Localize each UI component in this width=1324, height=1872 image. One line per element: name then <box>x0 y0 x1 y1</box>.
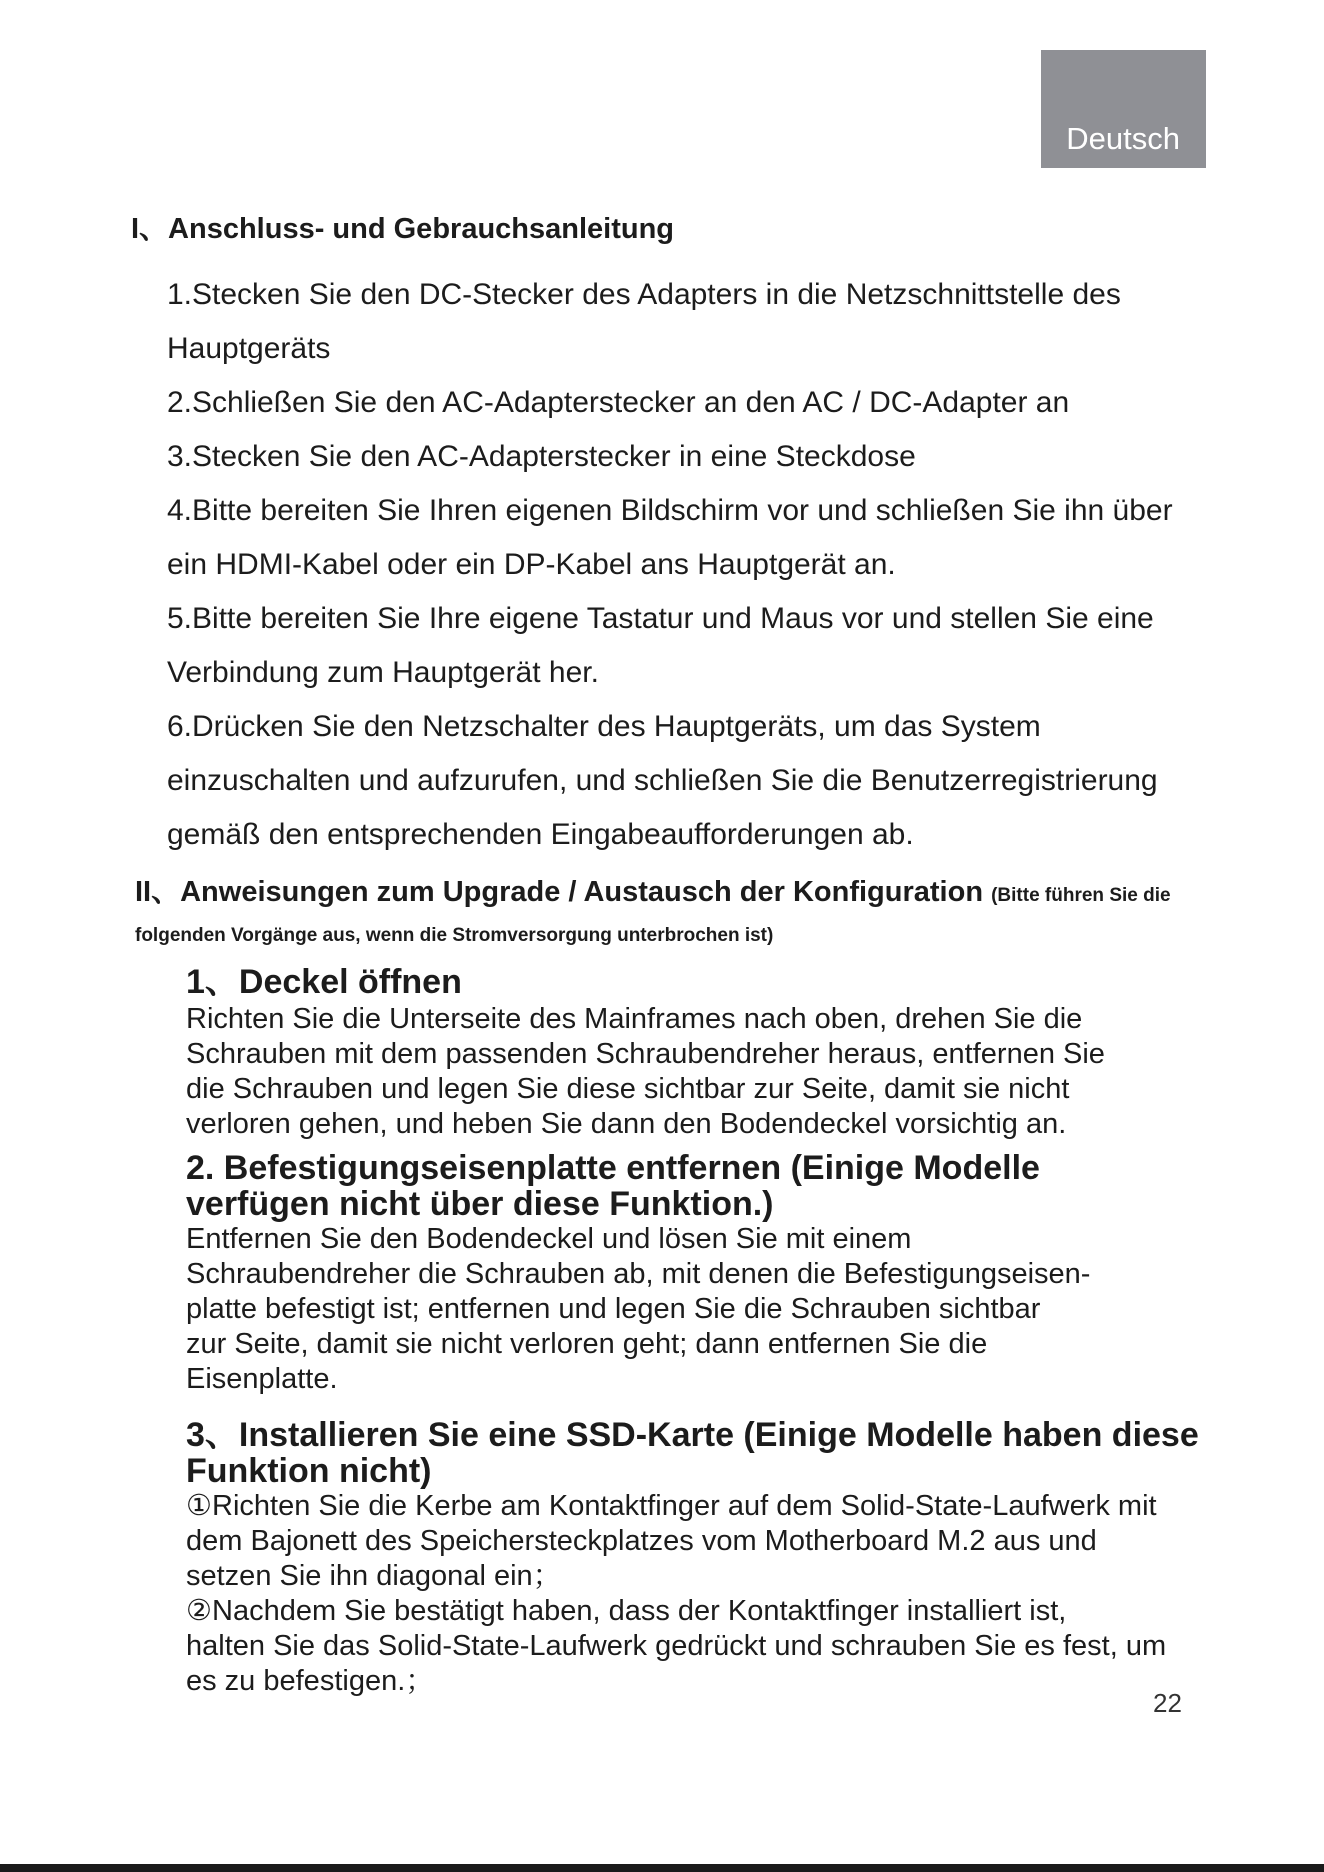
sub2-body <box>186 1222 1090 1397</box>
body-line: verloren gehen, und heben Sie dann den Bodendeckel vorsichtig an. <box>186 1108 1067 1140</box>
body-line: ②Nachdem Sie bestätigt haben, dass der Kontaktfinger installiert ist, <box>186 1595 1067 1627</box>
step-line: Hauptgeräts <box>167 332 331 365</box>
body-line: Richten Sie die Unterseite des Mainframes nach oben, drehen Sie die <box>186 1003 1083 1035</box>
body-line: zur Seite, damit sie nicht verloren geht; dann entfernen Sie die <box>186 1328 988 1360</box>
body-line: Schrauben mit dem passenden Schraubendreher heraus, entfernen Sie <box>186 1038 1105 1070</box>
title-line: verfügen nicht über diese Funktion.) <box>186 1185 774 1223</box>
title-line: 2. Befestigungseisenplatte entfernen (Einige Modelle <box>186 1149 1040 1187</box>
section2-heading <box>135 878 1171 907</box>
step-line: ein HDMI-Kabel oder ein DP-Kabel ans Hauptgerät an. <box>167 548 896 581</box>
section2-title: II、Anweisungen zum Upgrade / Austausch der Konfiguration <box>135 876 984 908</box>
title-line: Funktion nicht) <box>186 1452 432 1490</box>
step-line: 5.Bitte bereiten Sie Ihre eigene Tastatur und Maus vor und stellen Sie eine <box>167 602 1154 635</box>
step-line: 4.Bitte bereiten Sie Ihren eigenen Bildschirm vor und schließen Sie ihn über <box>167 494 1173 527</box>
section1-steps <box>167 268 1207 862</box>
sub1-body <box>186 1002 1105 1142</box>
step-line: 3.Stecken Sie den AC-Adapterstecker in eine Steckdose <box>167 440 916 473</box>
sub3-title <box>186 1417 1199 1489</box>
step-line: gemäß den entsprechenden Eingabeaufforderungen ab. <box>167 818 914 851</box>
bottom-border <box>0 1864 1324 1872</box>
step-line: Verbindung zum Hauptgerät her. <box>167 656 599 689</box>
body-line: ①Richten Sie die Kerbe am Kontaktfinger auf dem Solid-State-Laufwerk mit <box>186 1490 1157 1522</box>
body-line: die Schrauben und legen Sie diese sichtbar zur Seite, damit sie nicht <box>186 1073 1070 1105</box>
sub2-title <box>186 1150 1040 1222</box>
section2-note-continued: folgenden Vorgänge aus, wenn die Stromversorgung unterbrochen ist) <box>135 925 774 946</box>
step-line: einzuschalten und aufzurufen, und schließen Sie die Benutzerregistrierung <box>167 764 1158 797</box>
title-line: 3、Installieren Sie eine SSD-Karte (Einige Modelle haben diese <box>186 1416 1199 1454</box>
body-line: Entfernen Sie den Bodendeckel und lösen Sie mit einem <box>186 1223 912 1255</box>
body-line: es zu befestigen.； <box>186 1665 435 1697</box>
language-tab: Deutsch <box>1041 50 1206 168</box>
body-line: Schraubendreher die Schrauben ab, mit denen die Befestigungseisen- <box>186 1258 1091 1290</box>
body-line: dem Bajonett des Speichersteckplatzes vom Motherboard M.2 aus und <box>186 1525 1097 1557</box>
section2-note: (Bitte führen Sie die <box>991 885 1171 906</box>
step-line: 6.Drücken Sie den Netzschalter des Hauptgeräts, um das System <box>167 710 1041 743</box>
step-line: 1.Stecken Sie den DC-Stecker des Adapters in die Netzschnittstelle des <box>167 278 1121 311</box>
section1-heading: I、Anschluss- und Gebrauchsanleitung <box>131 213 675 245</box>
body-line: platte befestigt ist; entfernen und legen Sie die Schrauben sichtbar <box>186 1293 1041 1325</box>
body-line: Eisenplatte. <box>186 1363 338 1395</box>
page-number: 22 <box>1153 1688 1182 1718</box>
body-line: halten Sie das Solid-State-Laufwerk gedrückt und schrauben Sie es fest, um <box>186 1630 1167 1662</box>
body-line: setzen Sie ihn diagonal ein； <box>186 1560 562 1592</box>
step-line: 2.Schließen Sie den AC-Adapterstecker an den AC / DC-Adapter an <box>167 386 1070 419</box>
sub1-title: 1、Deckel öffnen <box>186 963 462 1001</box>
sub3-body <box>186 1489 1166 1699</box>
